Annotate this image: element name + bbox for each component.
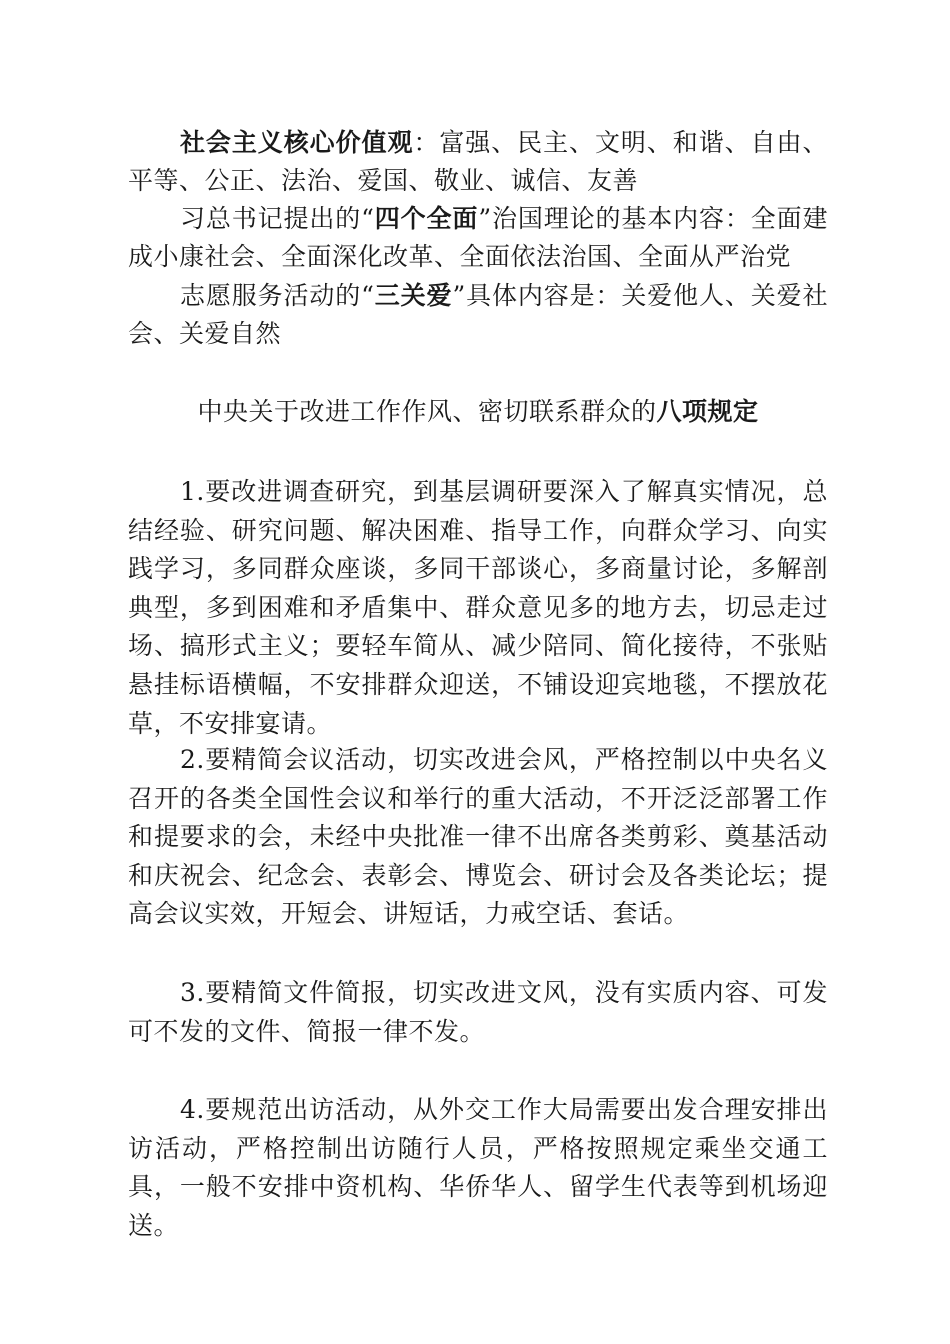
three-cares-prefix: 志愿服务活动的“	[180, 281, 375, 310]
four-comprehensives-paragraph	[128, 200, 828, 276]
section-heading-label: 八项规定	[656, 397, 759, 426]
three-cares-text: ”具体内容是：关爱他人、关爱社会、关爱自然	[128, 281, 828, 348]
four-comprehensives-text: ”治国理论的基本内容：全面建成小康社会、全面深化改革、全面依法治国、全面从严治党	[128, 204, 828, 271]
three-cares-paragraph	[128, 277, 828, 353]
four-comprehensives-label: 四个全面	[374, 204, 479, 233]
rule-item: 2.要精简会议活动，切实改进会风，严格控制以中央名义召开的各类全国性会议和举行的重大活动，不开泛泛部署工作和提要求的会，未经中央批准一律不出席各类剪彩、奠基活动和庆祝会、纪念会、表彰会、博览会、研讨会及各类论坛；提高会议实效，开短会、讲短话，力戒空话、套话。	[128, 745, 828, 929]
rule-item: 3.要精简文件简报，切实改进文风，没有实质内容、可发可不发的文件、简报一律不发。	[128, 978, 828, 1046]
four-comprehensives-prefix: 习总书记提出的“	[180, 204, 375, 233]
three-cares-label: 三关爱	[374, 281, 453, 310]
section-heading-prefix: 中央关于改进工作作风、密切联系群众的	[197, 397, 657, 426]
rule-item: 1.要改进调查研究，到基层调研要深入了解真实情况，总结经验、研究问题、解决困难、指导工作，向群众学习、向实践学习，多同群众座谈，多同干部谈心，多商量讨论，多解剖典型，多到困难和矛盾集中、群众意见多的地方去，切忌走过场、搞形式主义；要轻车简从、减少陪同、简化接待，不张贴悬挂标语横幅，不安排群众迎送，不铺设迎宾地毯，不摆放花草，不安排宴请。	[128, 477, 828, 738]
rule-item: 4.要规范出访活动，从外交工作大局需要出发合理安排出访活动，严格控制出访随行人员，严格按照规定乘坐交通工具，一般不安排中资机构、华侨华人、留学生代表等到机场迎送。	[128, 1095, 828, 1240]
core-values-text: ：富强、民主、文明、和谐、自由、平等、公正、法治、爱国、敬业、诚信、友善	[128, 128, 828, 195]
core-values-paragraph	[128, 124, 828, 200]
section-heading	[128, 393, 828, 431]
core-values-label: 社会主义核心价值观	[180, 128, 414, 157]
